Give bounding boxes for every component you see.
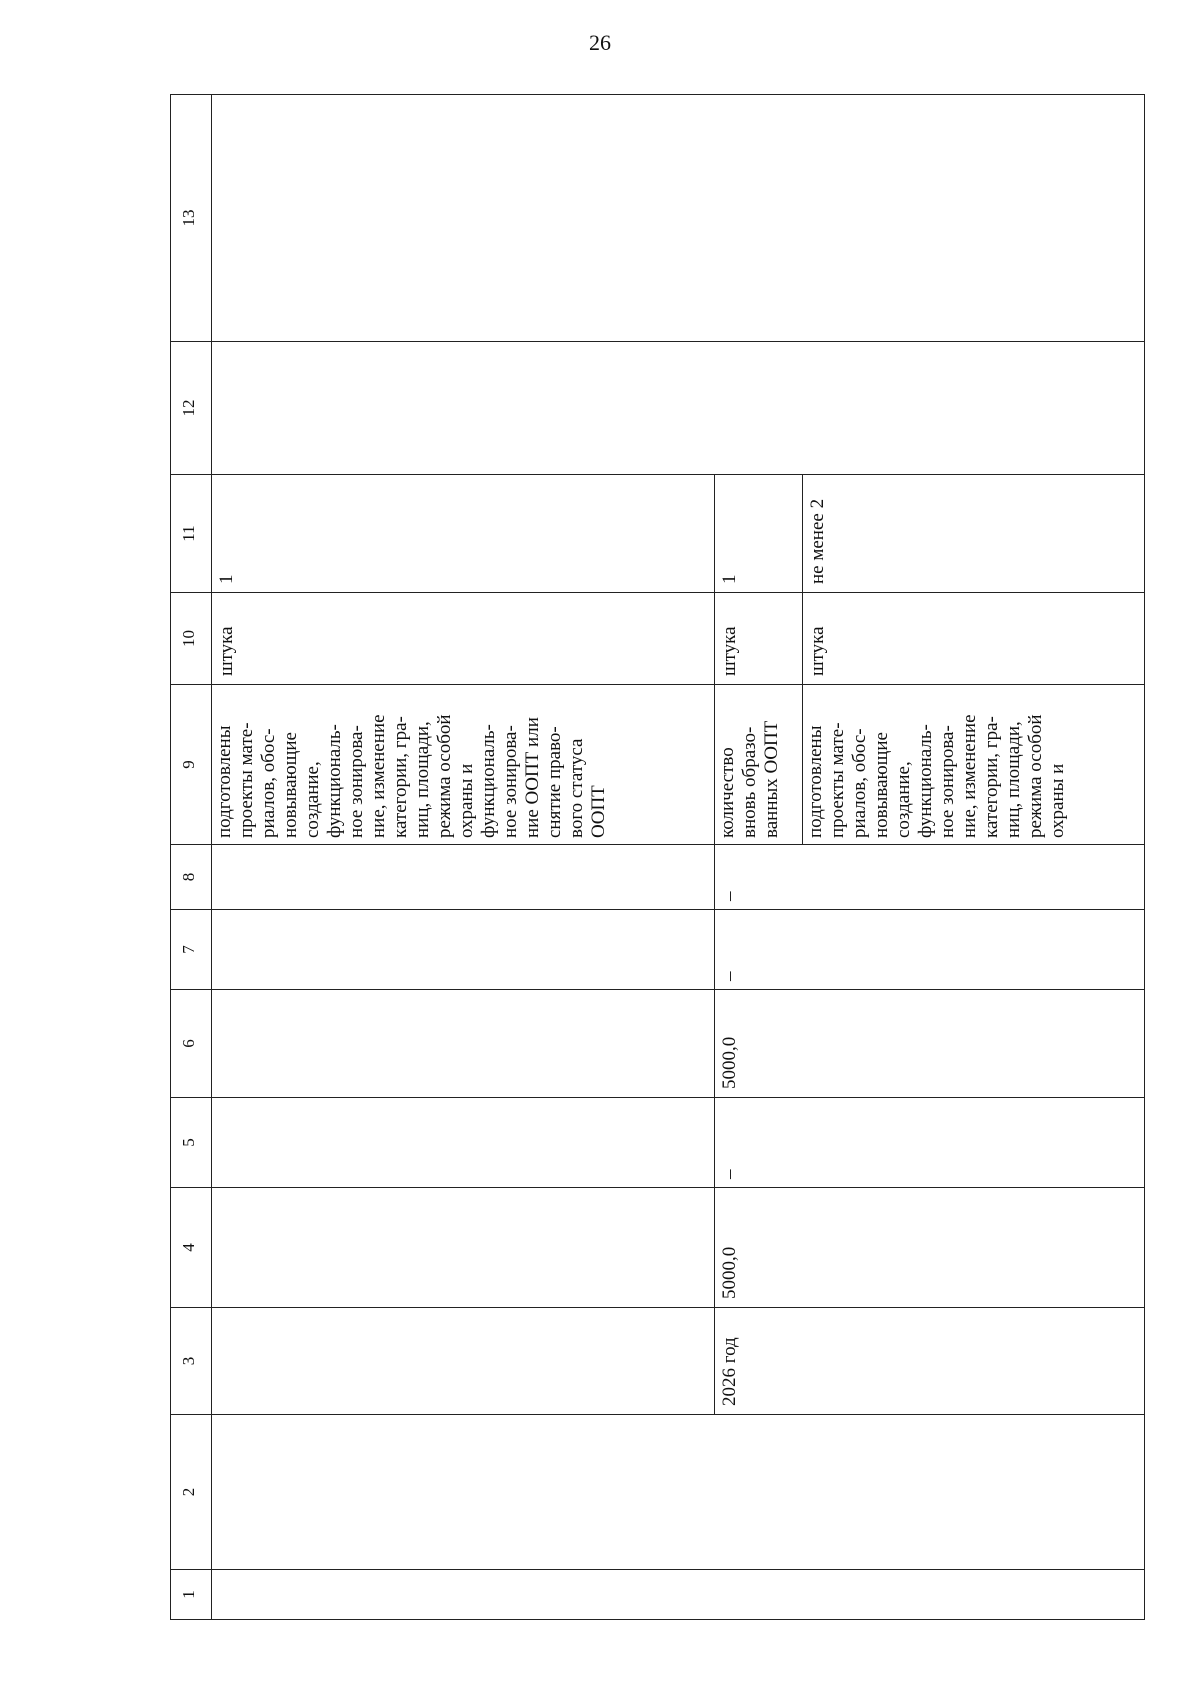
- value-cell: не менее 2: [803, 475, 1145, 593]
- rotated-table-wrapper: [170, 95, 1145, 1620]
- column-header: 5: [171, 1098, 212, 1188]
- text-line: функциональ-: [323, 724, 345, 838]
- text-line: количество: [717, 747, 739, 838]
- text-line: новывающие: [871, 732, 893, 838]
- indicator-cell: [715, 685, 803, 845]
- text-line: создание,: [893, 761, 915, 838]
- unit-cell: штука: [803, 593, 1145, 685]
- table-cell: [211, 95, 1144, 342]
- amount-cell: 5000,0: [715, 1188, 1145, 1308]
- text-line: ванных ООПТ: [761, 720, 783, 838]
- text-line: ное зонирова-: [499, 725, 521, 838]
- column-header: 2: [171, 1415, 212, 1570]
- text-line: ное зонирова-: [345, 725, 367, 838]
- indicator-cell: [211, 685, 715, 845]
- text-line: вого статуса: [565, 738, 587, 838]
- text-line: подготовлены: [805, 725, 827, 838]
- text-line: функциональ-: [915, 724, 937, 838]
- amount-cell: 5000,0: [715, 990, 1145, 1098]
- text-line: снятие право-: [543, 726, 565, 838]
- text-line: риалов, обос-: [849, 728, 871, 838]
- text-line: категории, гра-: [389, 716, 411, 838]
- text-line: проекты мате-: [827, 722, 849, 838]
- table-cell: [211, 910, 715, 990]
- text-line: ное зонирова-: [937, 725, 959, 838]
- text-line: вновь образо-: [739, 726, 761, 838]
- amount-cell: –: [715, 845, 1145, 910]
- column-header: 12: [171, 342, 212, 475]
- text-line: новывающие: [279, 732, 301, 838]
- column-header: 6: [171, 990, 212, 1098]
- value-cell: 1: [211, 475, 715, 593]
- text-line: охраны и: [1047, 763, 1069, 838]
- text-line: режима особой: [433, 714, 455, 838]
- table-cell: [211, 1570, 1144, 1620]
- column-header: 13: [171, 95, 212, 342]
- amount-cell: –: [715, 1098, 1145, 1188]
- text-line: функциональ-: [477, 724, 499, 838]
- text-line: ние, изменение: [959, 714, 981, 838]
- column-header: 7: [171, 910, 212, 990]
- column-header: 8: [171, 845, 212, 910]
- indicator-cell: [803, 685, 1145, 845]
- page-number: 26: [589, 30, 611, 55]
- column-header: 3: [171, 1308, 212, 1415]
- column-header: 4: [171, 1188, 212, 1308]
- table-cell: [211, 1415, 1144, 1570]
- text-line: ниц, площади,: [411, 721, 433, 838]
- column-header: 10: [171, 593, 212, 685]
- table-cell: [211, 1098, 715, 1188]
- table-cell: [211, 845, 715, 910]
- value-cell: 1: [715, 475, 803, 593]
- text-line: режима особой: [1025, 714, 1047, 838]
- text-line: ниц, площади,: [1003, 721, 1025, 838]
- text-line: создание,: [301, 761, 323, 838]
- table-row: [211, 95, 715, 1620]
- column-header-row: [171, 95, 212, 1620]
- text-line: ние ООПТ или: [521, 717, 543, 838]
- year-cell: 2026 год: [715, 1308, 1145, 1415]
- text-line: категории, гра-: [981, 716, 1003, 838]
- text-line: подготовлены: [213, 725, 235, 838]
- column-header: 11: [171, 475, 212, 593]
- column-header: 1: [171, 1570, 212, 1620]
- table-cell: [211, 1308, 715, 1415]
- unit-cell: штука: [211, 593, 715, 685]
- table-cell: [211, 990, 715, 1098]
- unit-cell: штука: [715, 593, 803, 685]
- amount-cell: –: [715, 910, 1145, 990]
- column-header: 9: [171, 685, 212, 845]
- text-line: охраны и: [455, 763, 477, 838]
- text-line: проекты мате-: [235, 722, 257, 838]
- table-cell: [211, 342, 1144, 475]
- table-cell: [211, 1188, 715, 1308]
- text-line: риалов, обос-: [257, 728, 279, 838]
- data-table: [170, 94, 1145, 1620]
- text-line: ние, изменение: [367, 714, 389, 838]
- text-line: ООПТ: [587, 785, 609, 838]
